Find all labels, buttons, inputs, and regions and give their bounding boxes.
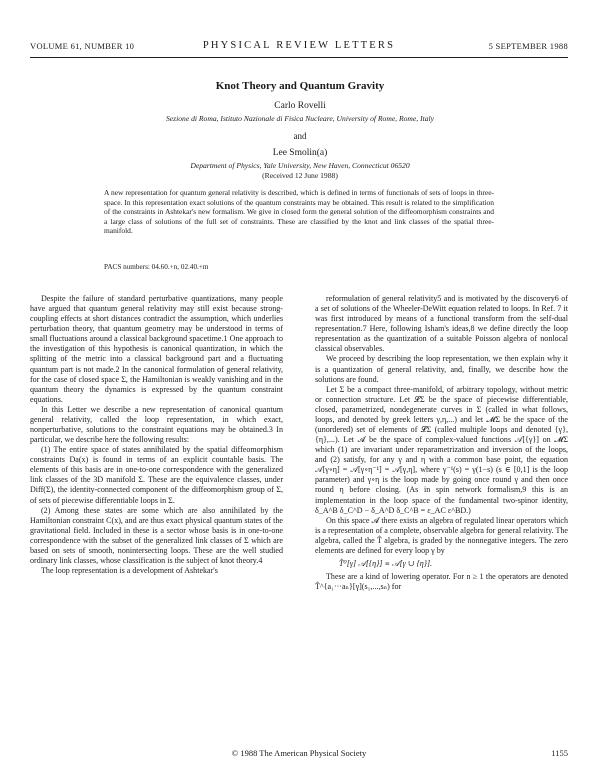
paragraph: Despite the failure of standard perturbative quantizations, many people have argued that quantum general relativity may still exist because strong-coupling effects at short distances contradict the assumption, which underlies perturbation theory, that quantum geometry may be understood in terms of small fluctuations around a classical background spacetime.1 One approach to the investigation of this hypothesis is canonical quantization, in which the splitting of the metric into a classical background part and a fluctuating quantum part is not made.2 In the canonical formulation of general relativity, for the case of closed space Σ, the Hamiltonian is weakly vanishing and in the quantum theory the dynamics is expressed by the quantum constraint equations. <box>30 294 283 404</box>
issue-date: 5 SEPTEMBER 1988 <box>488 41 568 51</box>
header-rule <box>30 57 568 58</box>
paragraph: On this space 𝓐 there exists an algebra of regulated linear operators which is a representation of a complete, observable algebra for general relativity. The algebra, called the T̂ algebra, is graded by the nonnegative integers. The zero elements are defined for every loop γ by <box>315 515 568 555</box>
received-date: (Received 12 June 1988) <box>262 171 338 180</box>
running-header <box>30 41 568 55</box>
page-footer <box>30 748 568 762</box>
left-column <box>30 294 283 576</box>
affiliation-smolin: Department of Physics, Yale University, New Haven, Connecticut 06520 <box>190 161 410 170</box>
paragraph: In this Letter we describe a new representation of canonical quantum general relativity, called the loop representation, in which exact, nonperturbative, solutions to the constraint equations may be obtained.3 In particular, we describe here the following results: <box>30 404 283 445</box>
article-title: Knot Theory and Quantum Gravity <box>215 80 385 92</box>
author-smolin: Lee Smolin(a) <box>272 148 328 158</box>
paragraph: (1) The entire space of states annihilated by the spatial diffeomorphism constraints Da(x) is found in terms of an explicit countable basis. The elements of this basis are in one-to-one correspondence with the generalized link classes of the 3D manifold Σ. These are the equivalence classes, under Diff(Σ), the identity-connected component of the diffeomorphism group of Σ, of sets of piecewise differentiable loops in Σ. <box>30 445 283 505</box>
right-column <box>315 294 568 592</box>
page-number: 1155 <box>551 748 568 758</box>
paragraph: reformulation of general relativity5 and is motivated by the discovery6 of a set of solutions of the Wheeler-DeWitt equation related to loops. In Ref. 7 it was first introduced by means of a functional transform from the self-dual representation.7 Here, following Isham's ideas,8 we define directly the loop representation as the quantization of a suitable Poisson algebra of nonlocal classical observables. <box>315 294 568 354</box>
volume-number: VOLUME 61, NUMBER 10 <box>30 41 135 51</box>
paragraph: These are a kind of lowering operator. For n ≥ 1 the operators are denoted T̂^{a₁···aₙ}[γ](s₁,...,sₙ) for <box>315 572 568 592</box>
author-rovelli: Carlo Rovelli <box>274 101 326 111</box>
author-conjunction: and <box>293 131 307 141</box>
paragraph: (2) Among these states are some which are also annihilated by the Hamiltonian constraint C(x), and are thus exact physical quantum states of the gravitational field. Included in these is a sector whose basis is in one-to-one correspondence with the subset of the generalized link classes of Σ which are based on sets of smooth, nonintersecting loops. These are the well studied ordinary link classes, whose classification is the subject of knot theory.4 <box>30 505 283 566</box>
paragraph: We proceed by describing the loop representation, we then explain why it is a quantization of general relativity, and, finally, we describe how the solutions are found. <box>315 354 568 384</box>
paragraph: The loop representation is a development of Ashtekar's <box>41 566 218 576</box>
equation: T̂⁰[γ] 𝒜[{η}] ≡ 𝒜[γ ∪ {η}]. <box>339 559 433 569</box>
paragraph: Let Σ be a compact three-manifold, of arbitrary topology, without metric or connection structure. Let 𝓛Σ be the space of piecewise differentiable, closed, parametrized, nondegenerate curves in Σ (called in what follows, loops, and denoted by greek letters γ,η,...) and let 𝓜Σ be the space of the (unordered) set of elements of 𝓛Σ (called multiple loops and denoted {γ},{η},...). Let 𝓐 be the space of complex-valued functions 𝒜[{γ}] on 𝓜Σ which (1) are invariant under reparametrization and inversion of the loops, and (2) satisfy, for any γ and η with a common base point, the equation 𝒜[γ∘η] = 𝒜[γ∘η⁻¹] = 𝒜[γ,η], where γ⁻¹(s) = γ(1−s) (s ∈ [0,1] is the loop parameter) and γ∘η is the loop made by going once round γ and then once round η before closing. (As in spin network formalism,9 this is an implementation in the loop space of the fundamental two-spinor identity, δ_A^B δ_C^D − δ_A^D δ_C^B = ε_AC ε^BD.) <box>315 384 568 515</box>
abstract: A new representation for quantum general relativity is described, which is defined in terms of functionals of sets of loops in three-space. In this representation exact solutions of the quantum constraints may be obtained. This result is related to the simplification of the constraints in Ashtekar's new formalism. We give in closed form the general solution of the diffeomorphism constraints and a large class of solutions of the full set of constraints. These are classified by the knot and link classes of the spatial three-manifold. <box>104 188 494 236</box>
pacs-numbers: PACS numbers: 04.60.+n, 02.40.+m <box>104 263 209 271</box>
copyright-notice: © 1988 The American Physical Society <box>231 748 367 758</box>
affiliation-rovelli: Sezione di Roma, Istituto Nazionale di Fisica Nucleare, University of Rome, Rome, Italy <box>166 114 434 123</box>
journal-name: PHYSICAL REVIEW LETTERS <box>202 40 396 51</box>
